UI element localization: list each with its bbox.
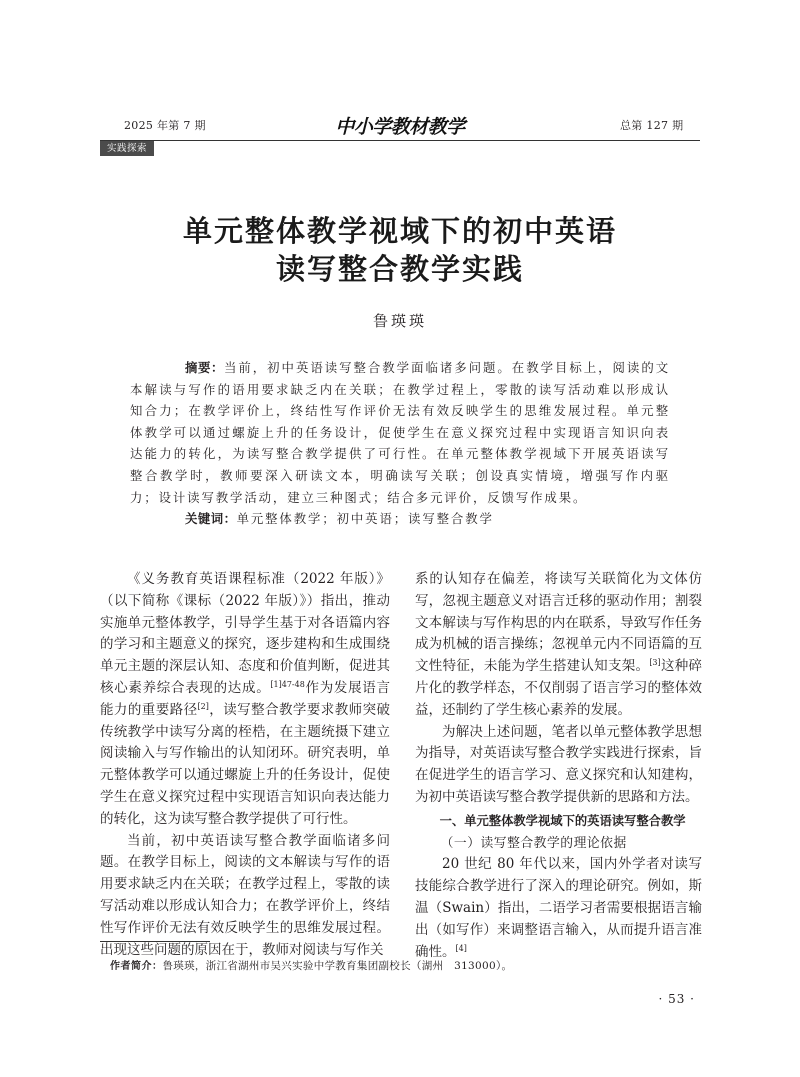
body-column-right: [415, 569, 702, 963]
footnote-rule: [100, 941, 210, 942]
footnote-text: 鲁瑛瑛，浙江省湖州市吴兴实验中学教育集团副校长（湖州 313000）。: [162, 960, 513, 972]
paragraph: [415, 854, 702, 963]
body-column-left: [100, 569, 390, 961]
abstract-block: [130, 357, 670, 530]
abstract-label: 摘要：: [185, 360, 224, 375]
citation: [3]: [649, 658, 661, 668]
paragraph: 当前，初中英语读写整合教学面临诸多问题。在教学目标上，阅读的文本解读与写作的语用要求缺乏内在关联；在教学过程上，零散的读写活动难以形成认知合力；在教学评价上，终结性写作评价无法有效反映学生的思维发展过程。出现这些问题的原因在于，教师对阅读与写作关: [100, 832, 390, 958]
paragraph: 为解决上述问题，笔者以单元整体教学思想为指导，对英语读写整合教学实践进行探索，旨在促进学生的语言学习、意义探究和认知建构，为初中英语读写整合教学提供新的思路和方法。: [415, 723, 702, 805]
keywords-label: 关键词：: [185, 511, 237, 527]
author-name: 鲁瑛瑛: [372, 312, 427, 330]
author-footnote: [110, 957, 690, 973]
paragraph-text: 作为发展语言能力的重要路径: [100, 679, 391, 718]
citation: [1]47-48: [270, 679, 305, 689]
issue-number: 2025 年第 7 期: [124, 119, 206, 132]
abstract-text: 当前，初中英语读写整合教学面临诸多问题。在教学目标上，阅读的文本解读与写作的语用要求缺乏内在关联；在教学过程上，零散的读写活动难以形成认知合力；在教学评价上，终结性写作评价无法有效反映学生的思维发展过程。单元整体教学可以通过螺旋上升的任务设计，促使学生在意义探究过程中实现语言知识向表达能力的转化，为读写整合教学提供了可行性。在单元整体教学视域下开展英语读写整合教学时，教师要深入研读文本，明确读写关联；创设真实情境，增强写作内驱力；设计读写教学活动，建立三种图式；结合多元评价，反馈写作成果。: [130, 360, 671, 505]
article-title: [100, 212, 700, 288]
total-issue-number: 总第 127 期: [620, 119, 684, 132]
paragraph-text: ，读写整合教学要求教师突破传统教学中读写分离的桎梏，在主题统摄下建立阅读输入与写作输出的认知闭环。研究表明，单元整体教学可以通过螺旋上升的任务设计，促使学生在意义探究过程中实现语言知识向表达能力的转化，这为读写整合教学提供了可行性。: [100, 701, 391, 827]
paragraph-text: 20 世纪 80 年代以来，国内外学者对读写技能综合教学进行了深入的理论研究。例如，斯温（Swain）指出，二语学习者需要根据语言输出（如写作）来调整语言输入，从而提升语言准确性。: [415, 856, 702, 960]
abstract: [130, 357, 670, 508]
citation: [2]: [197, 701, 209, 711]
page-number: · 53 ·: [658, 992, 695, 1006]
subsection-heading: （一）读写整合教学的理论依据: [440, 835, 627, 851]
title-line-1: 单元整体教学视域下的初中英语: [182, 214, 617, 248]
paragraph: [415, 569, 702, 722]
paragraph-text: 系的认知存在偏差，将读写关联简化为文体仿写，忽视主题意义对语言迁移的驱动作用；割裂文本解读与写作构思的内在联系，导致写作任务成为机械的语言操练；忽视单元内不同语篇的互文性特征，未能为学生搭建认知支架。: [415, 571, 702, 675]
keywords-text: 单元整体教学；初中英语；读写整合教学: [236, 511, 494, 527]
header-rule: [100, 140, 700, 141]
section-heading: 一、单元整体教学视域下的英语读写整合教学: [439, 813, 686, 828]
keywords: [130, 508, 670, 530]
title-line-2: 读写整合教学实践: [275, 252, 524, 286]
journal-logo: 中小学教材教学: [335, 116, 465, 138]
section-tag: 实践探索: [100, 141, 154, 156]
footnote-label: 作者简介：: [110, 961, 163, 972]
paragraph: [100, 569, 390, 831]
paragraph-text: 这种碎片化的教学样态，不仅削弱了语言学习的整体效益，还制约了学生核心素养的发展。: [415, 658, 703, 718]
citation: [4]: [455, 943, 467, 953]
paragraph-text: 《义务教育英语课程标准（2022 年版）》（以下简称《课标（2022 年版）》）指出，推动实施单元整体教学，引导学生基于对各语篇内容的学习和主题意义的探究，逐步建构和生成围绕单元主题的深层认知、态度和价值判断，促进其核心素养综合表现的达成。: [100, 571, 390, 696]
